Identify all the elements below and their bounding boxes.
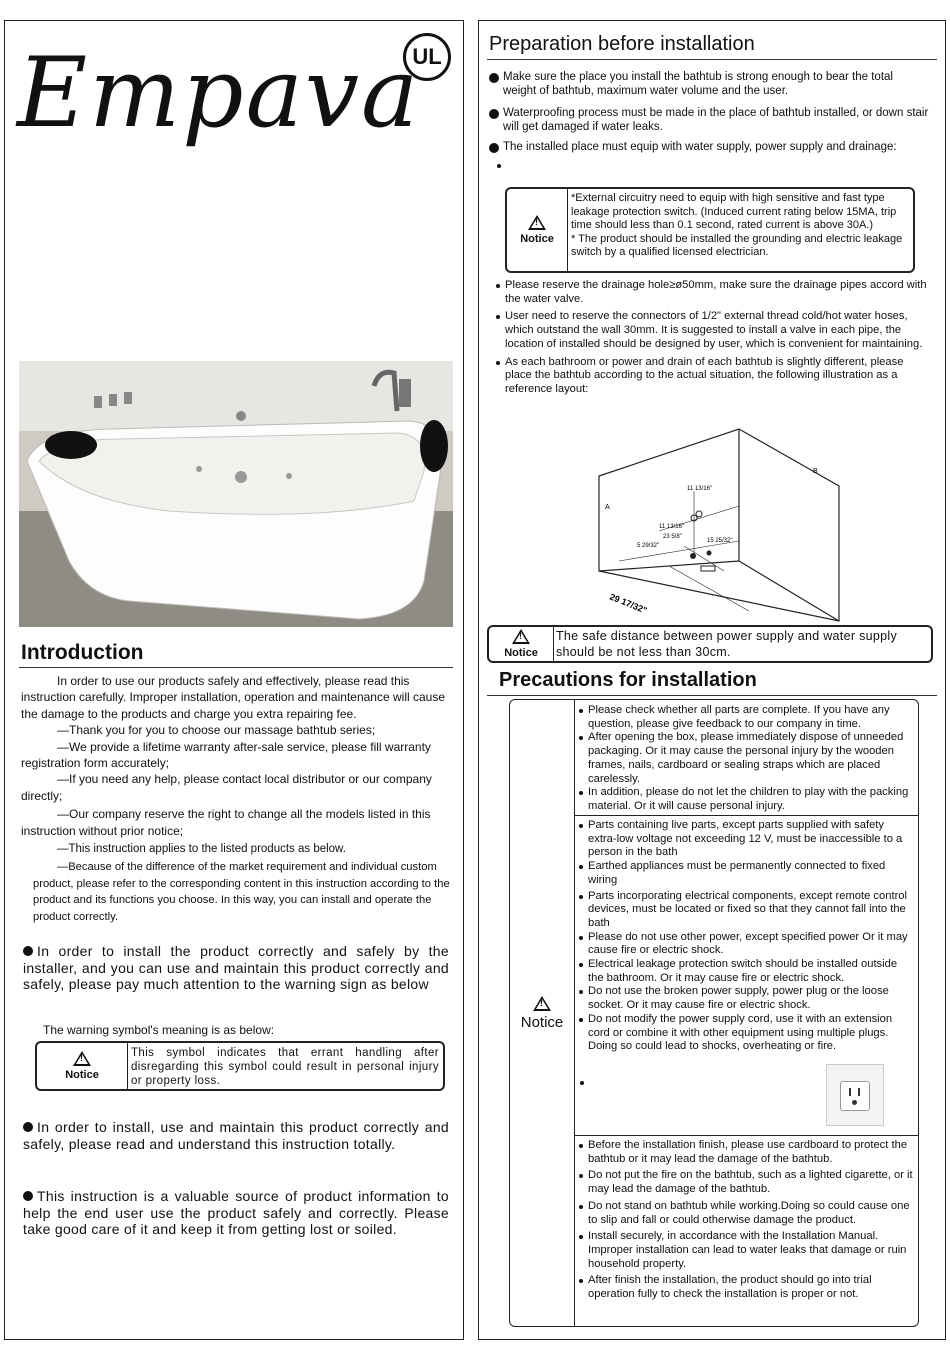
dimension-label: 23 5/8" (663, 534, 682, 540)
precautions-section-3 (574, 1136, 918, 1326)
notice-box-symbol-meaning (35, 1041, 445, 1091)
bullet-icon (497, 164, 501, 168)
precautions-box (509, 699, 919, 1327)
list-item: Before the installation finish, please use cardboard to protect the bathtub or it may lead the damage of the bathtub. (576, 1139, 914, 1166)
notice-text: This symbol indicates that errant handling after disregarding this symbol could result in personal injury or property loss. (131, 1047, 439, 1087)
warning-triangle-icon (528, 215, 546, 230)
empty-bullet (497, 157, 506, 175)
wall-label-a: A (605, 504, 610, 511)
bullet-icon (489, 109, 499, 119)
list-item: Parts incorporating electrical components, except remote control devices, must be located or fixed so that they cannot fall into the bath (576, 890, 914, 931)
list-item: Parts containing live parts, except parts supplied with safety extra-low voltage not exceeding 12 V, must be inaccessible to a person in the bath (576, 819, 914, 860)
warning-meaning-label: The warning symbol's meaning is as below: (43, 1023, 275, 1037)
outlet-icon (840, 1081, 870, 1111)
warning-triangle-icon (73, 1051, 91, 1066)
bullet-icon (23, 1122, 33, 1132)
precautions-title: Precautions for installation (499, 669, 757, 691)
bathtub-illustration (19, 361, 453, 627)
bullet-text: The installed place must equip with water supply, power supply and drainage: (503, 141, 897, 153)
bullet-read-instruction (23, 1119, 449, 1152)
intro-paragraph: —We provide a lifetime warranty after-sale service, please fill warranty registration form accurately; (21, 739, 431, 771)
list-item: After opening the box, please immediately dispose of unneeded packaging. Or it may cause the personal injury by the wooden frames, nails, cardboard or sealing straps which are placed carelessly. (576, 731, 914, 786)
notice-label: Notice (65, 1069, 99, 1081)
bullet-icon (23, 946, 33, 956)
empty-bullet (580, 1074, 589, 1092)
precautions-section-1 (574, 700, 918, 816)
list-item: Do not modify the power supply cord, use it with an extension cord or combine it with other equipment using multiple plugs. Doing so could lead to shocks, overheating or fire. (576, 1013, 914, 1054)
warning-triangle-icon (533, 996, 551, 1011)
intro-paragraph: —This instruction applies to the listed products as below. (57, 843, 346, 856)
dimension-label: 29 17/32" (608, 591, 649, 616)
bullet-valuable-source (23, 1188, 449, 1238)
list-item: In addition, please do not let the children to play with the packing material. Or it will cause personal injury. (576, 786, 914, 813)
list-item: Install securely, in accordance with the Installation Manual. Improper installation can lead to water leaks that damage or ruin household property. (576, 1230, 914, 1271)
preparation-title: Preparation before installation (489, 33, 755, 55)
notice-box-circuitry (505, 187, 915, 273)
bullet-icon (23, 1191, 33, 1201)
notice-cell (507, 189, 568, 271)
bullet-text: In order to install the product correctly and safely by the installer, and you can use and maintain this product correctly and safely, please pay much attention to the warning sign as below (23, 943, 449, 992)
list-item: User need to reserve the connectors of 1/2" external thread cold/hot water hoses, which outstand the wall 30mm. It is suggested to install a valve in each pipe, the location of installed should be designed by user, which is convenient for maintaining. (493, 310, 929, 351)
prep-small-bullets (493, 279, 929, 397)
left-page (4, 20, 464, 1340)
bullet-install-correctly (23, 943, 449, 993)
wall-socket-image (826, 1064, 884, 1126)
warning-triangle-icon (512, 629, 530, 644)
dimension-label: 15 25/32" (707, 538, 733, 544)
bullet-text: In order to install, use and maintain this product correctly and safely, please read and understand this instruction totally. (23, 1119, 449, 1152)
layout-diagram (589, 421, 849, 626)
list-item: Electrical leakage protection switch should be installed outside the bathroom. Or it may cause fire or electric shock. (576, 958, 914, 985)
wall-label-b: B (813, 468, 818, 475)
list-item: Do not use the broken power supply, power plug or the loose socket. Or it may cause fire or electric shock. (576, 985, 914, 1012)
intro-paragraph: —Our company reserve the right to change all the models listed in this instruction without prior notice; (21, 807, 431, 838)
empava-logo: Empava (17, 37, 421, 149)
prep-bullet (489, 71, 929, 98)
list-item: Please check whether all parts are complete. If you have any question, please give feedback to our company in time. (576, 704, 914, 731)
ul-certification-mark: UL (403, 33, 451, 81)
bullet-icon (580, 1081, 584, 1085)
bullet-text: Make sure the place you install the bathtub is strong enough to bear the total weight of bathtub, maximum water volume and the user. (503, 71, 893, 97)
notice-box-safe-distance (487, 625, 933, 663)
list-item: After finish the installation, the product should go into trial operation fully to check the installation is proper or not. (576, 1274, 914, 1301)
notice-text: The safe distance between power supply and water supply should be not less than 30cm. (556, 629, 897, 659)
dimension-label: 11 13/16" (659, 524, 685, 530)
bathtub-photo (19, 361, 453, 627)
introduction-title: Introduction (21, 641, 144, 664)
prep-bullet (489, 107, 929, 134)
prep-bullet (489, 141, 929, 155)
bullet-icon (489, 143, 499, 153)
list-item: Please do not use other power, except specified power Or it may cause fire or electric shock. (576, 931, 914, 958)
notice-label: Notice (520, 233, 554, 245)
dimension-label: 11 13/16" (687, 486, 713, 492)
dimension-label: 5 29/32" (637, 543, 660, 549)
list-item: Do not stand on bathtub while working.Doing so could cause one to slip and fall or could otherwise damage the product. (576, 1200, 914, 1227)
notice-label: Notice (504, 647, 538, 659)
notice-cell (510, 700, 575, 1326)
section-rule (487, 59, 937, 60)
section-rule (19, 667, 453, 668)
intro-paragraph: In order to use our products safely and effectively, please read this instruction carefully. Improper installation, operation and maintenance will cause the damage to the products and charge you extra repairing fee. (21, 674, 446, 721)
notice-cell (37, 1043, 128, 1089)
list-item: Earthed appliances must be permanently connected to fixed wiring (576, 860, 914, 887)
notice-label: Notice (520, 1013, 564, 1031)
intro-paragraph: —If you need any help, please contact local distributor or our company directly; (21, 772, 432, 803)
bullet-icon (489, 73, 499, 83)
notice-cell (489, 627, 554, 661)
list-item: As each bathroom or power and drain of each bathtub is slightly different, please place the bathtub according to the actual situation, the following illustration as a reference layout: (493, 356, 929, 397)
notice-text: *External circuitry need to equip with high sensitive and fast type leakage protection switch. (Induced current rating below 15MA, trip time should less than 0.1 second, rated current is above 30A.) * The product should be installed the grounding and electric leakage switch by a qualified licensed electrician. (571, 192, 903, 259)
list-item: Please reserve the drainage hole≥ø50mm, make sure the drainage pipes accord with the water valve. (493, 279, 929, 306)
bullet-text: This instruction is a valuable source of product information to help the end user use the product safely and correctly. Please take good care of it and keep it from getting lost or soiled. (23, 1188, 449, 1237)
intro-paragraph: —Because of the difference of the market requirement and individual custom product, please refer to the corresponding content in this instruction according to the product and its functions you choose. In this way, you can install and operate the product correctly. (33, 861, 450, 923)
introduction-body (21, 673, 453, 925)
right-page (478, 20, 946, 1340)
list-item: Do not put the fire on the bathtub, such as a lighted cigarette, or it may lead the damage of the bathtub. (576, 1169, 914, 1196)
section-rule (487, 695, 937, 696)
bullet-text: Waterproofing process must be made in the place of bathtub installed, or down stair will get damaged if water leaks. (503, 107, 929, 133)
precautions-section-2 (574, 816, 918, 1136)
intro-paragraph: —Thank you for you to choose our massage bathtub series; (57, 723, 376, 738)
